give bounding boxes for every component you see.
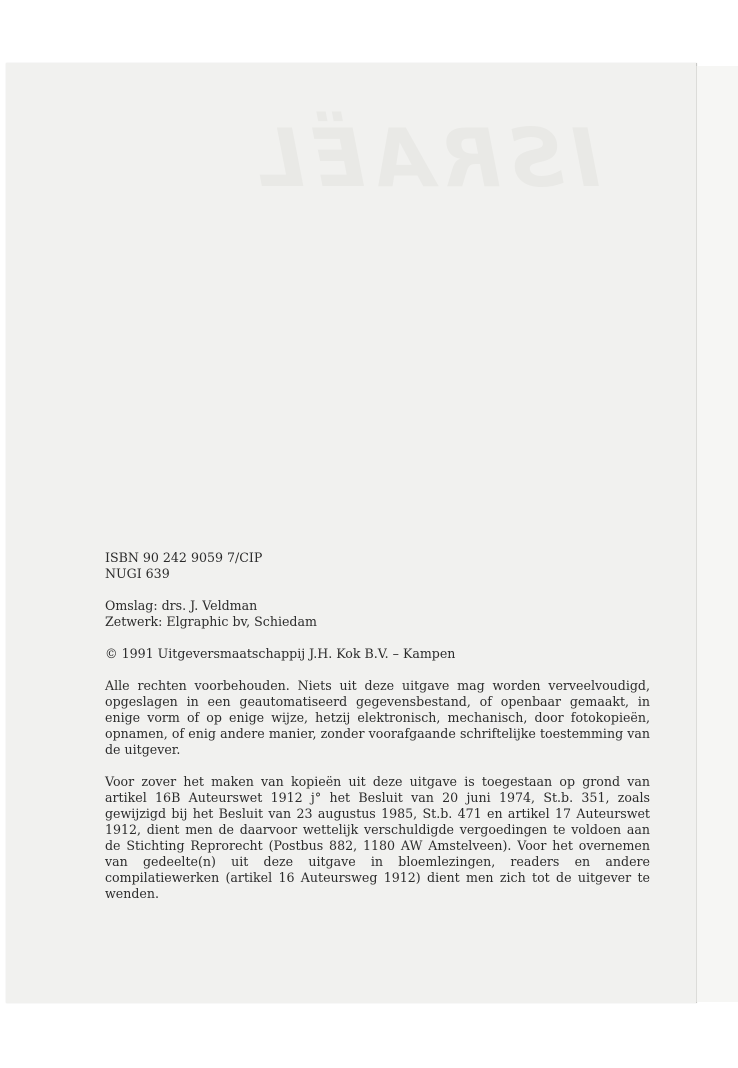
isbn-line: ISBN 90 242 9059 7/CIP bbox=[105, 550, 263, 565]
copying-paragraph: Voor zover het maken van kopieën uit deze uitgave is toegestaan op grond van artikel 16B Auteurswet 1912 j° het Besluit van 20 juni 1974, St.b. 351, zoals gewijzigd bij het Besluit van 23 augustus 1985, St.b. 471 en artikel 17 Auteurswet 1912, dient men de daarvoor wettelijk verschuldigde vergoedingen te voldoen aan de Stichting Reprorecht (Postbus 882, 1180 AW Amstelveen). Voor het overnemen van gedeelte(n) uit deze uitgave in bloemlezingen, readers en andere compilatiewerken (artikel 16 Auteursweg 1912) dient men zich tot de uitgever te wenden. bbox=[105, 774, 650, 901]
typesetting-credit: Zetwerk: Elgraphic bv, Schiedam bbox=[105, 614, 317, 629]
show-through-title: ISRAËL bbox=[248, 112, 601, 205]
nugi-line: NUGI 639 bbox=[105, 566, 170, 581]
cover-credit: Omslag: drs. J. Veldman bbox=[105, 598, 258, 613]
colophon bbox=[105, 550, 650, 902]
copyright-line: © 1991 Uitgeversmaatschappij J.H. Kok B.V. – Kampen bbox=[105, 646, 456, 661]
next-page-edge bbox=[696, 66, 738, 1002]
rights-paragraph: Alle rechten voorbehouden. Niets uit deze uitgave mag worden verveelvoudigd, opgeslagen in een geautomatiseerd gegevensbestand, of openbaar gemaakt, in enige vorm of op enige wijze, hetzij elektronisch, mechanisch, door fotokopieën, opnamen, of enig andere manier, zonder voorafgaande schriftelijke toestemming van de uitgever. bbox=[105, 678, 650, 757]
